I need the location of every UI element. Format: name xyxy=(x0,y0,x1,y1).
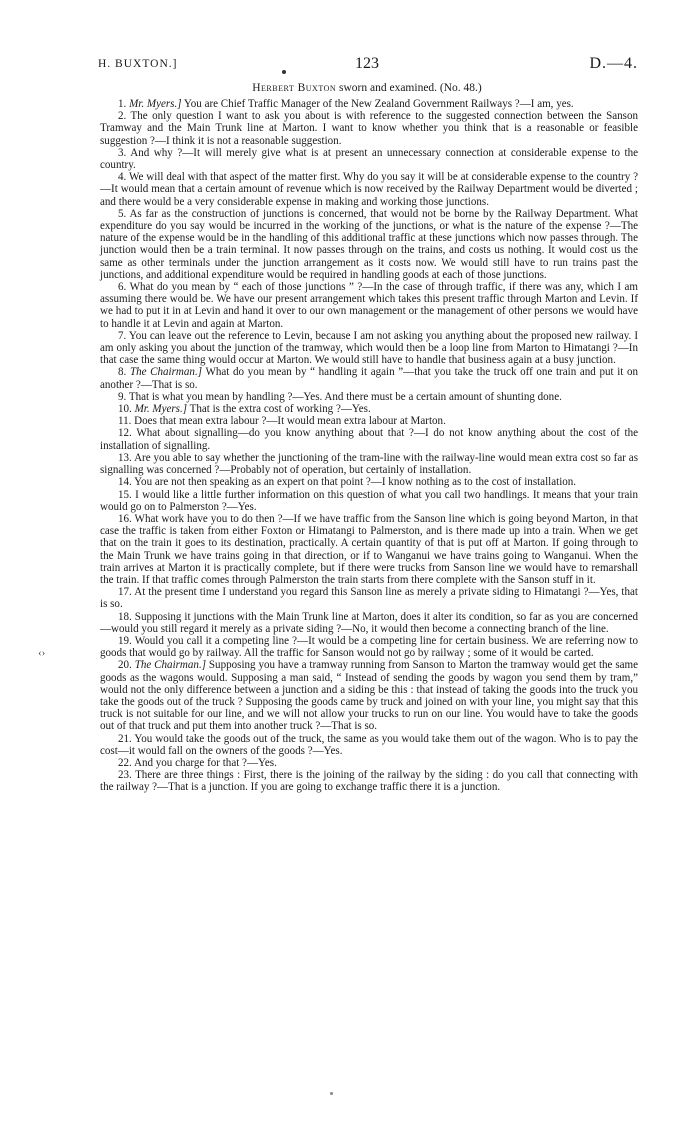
question-number: 23. xyxy=(118,769,132,782)
question-text: You can leave out the reference to Levin, because I am not asking you anything about the proposed new railway. I am only asking you about the junction of the tramway, which would then be a loop line from Marton to Himatangi ?—In that case the same thing would occur at Marton. We would still have to handle that business again at a busy junction. xyxy=(100,329,638,367)
question-paragraph xyxy=(100,281,638,330)
question-number: 11. xyxy=(118,415,132,428)
question-number: 2. xyxy=(118,110,127,123)
question-paragraph xyxy=(100,171,638,208)
question-text: You are not then speaking as an expert on that point ?—I know nothing as to the cost of installation. xyxy=(134,476,577,489)
question-paragraph xyxy=(100,208,638,281)
question-paragraph xyxy=(100,611,638,635)
speaker-name: The Chairman.] xyxy=(134,659,207,672)
question-number: 9. xyxy=(118,390,127,403)
question-text: What work have you to do then ?—If we have traffic from the Sanson line which is going beyond Marton, in that case the traffic is taken from either Foxton or Himatangi to Palmerston, and is there made up into a train. When we get that on the train it goes to its destination, practically. A certain quantity of that is put off at Marton. If going through to the Main Trunk we have trains going in that direction, or if to Wanganui we have trains going to Wanganui. When the train arrives at Marton it is practically complete, but if there were trucks from Sanson line we would have to remarshall the train. If that traffic comes through Palmerston the train starts from there complete with the Sanson stuff in it. xyxy=(100,512,639,586)
question-paragraph xyxy=(100,415,638,427)
examination-heading xyxy=(96,82,638,94)
question-text: There are three things : First, there is the joining of the railway by the siding : do you call that connecting with the railway ?—That is a junction. If you are going to exchange traffic there it is a junction. xyxy=(100,769,639,794)
question-paragraph xyxy=(100,110,638,147)
question-text: What do you mean by “ handling it again ”—that you take the truck off one train and put it on another ?—That is so. xyxy=(100,366,639,391)
question-text: Supposing it junctions with the Main Trunk line at Marton, does it alter its condition, so far as you are concerned—would you still regard it merely as a private siding ?—No, it would then become a connecting branch of the line. xyxy=(100,610,639,635)
question-text: You would take the goods out of the truck, the same as you would take them out of the wagon. Who is to pay the cost—it would fall on the owners of the goods ?—Yes. xyxy=(100,732,639,757)
speaker-name: Mr. Myers.] xyxy=(134,403,188,416)
question-text: You are Chief Traffic Manager of the New Zealand Government Railways ?—I am, yes. xyxy=(181,98,574,110)
question-number: 20. xyxy=(118,659,132,672)
question-number: 15. xyxy=(118,488,132,501)
question-paragraph xyxy=(100,513,638,586)
question-number: 6. xyxy=(118,281,127,294)
question-text: And you charge for that ?—Yes. xyxy=(133,756,277,769)
question-text: What about signalling—do you know anything about that ?—I do not know anything about the cost of the installation of signalling. xyxy=(100,427,638,452)
speaker-name: The Chairman.] xyxy=(129,366,203,379)
question-text: We will deal with that aspect of the matter first. Why do you say it will be at considerable expense to the country ?—It would mean that a certain amount of revenue which is now received by the Railway Department would be diverted ; and there would be a very considerable expense in making and working those junctions. xyxy=(100,171,638,208)
question-text: Supposing you have a tramway running from Sanson to Marton the tramway would get the same goods as the wagons would. Supposing a man said, “ Instead of sending the goods by wagon you send them by tram,” would not the only difference between a junction and a siding be this : that instead of taking the goods into the truck you take the goods out of the truck ? Supposing the goods came by truck and joined on with your line, you might say that this truck is not suitable for our line, and we will not allow your trucks to run on our line. You would have to take the goods out of that truck and put them into another truck ?—That is so. xyxy=(100,659,639,733)
question-number: 22. xyxy=(118,756,132,769)
question-paragraph xyxy=(100,476,638,488)
margin-mark: ‹› xyxy=(38,647,46,659)
question-number: 1. xyxy=(118,98,127,110)
question-text: I would like a little further information on this question of what you call two handlings. It means that your train would go on to Palmerston ?—Yes. xyxy=(100,488,639,513)
question-paragraph xyxy=(100,769,638,793)
question-number: 4. xyxy=(118,171,127,184)
question-number: 12. xyxy=(118,427,132,440)
question-paragraph xyxy=(100,452,638,476)
document-reference: D.—4. xyxy=(589,55,638,72)
question-paragraph xyxy=(100,757,638,769)
question-text: That is the extra cost of working ?—Yes. xyxy=(187,403,371,416)
question-paragraph xyxy=(100,330,638,367)
question-number: 17. xyxy=(118,586,132,599)
header-witness-name: H. BUXTON.] xyxy=(98,58,178,70)
question-number: 19. xyxy=(118,634,132,647)
speaker-name: Mr. Myers.] xyxy=(129,98,182,110)
question-number: 3. xyxy=(118,146,127,159)
question-text: What do you mean by “ each of those junctions ” ?—In the case of through traffic, if there was any, which I am assuming there would be. We have our present arrangement which takes this present traffic through Marton and Levin. If we had to put it in at Levin and hand it over to our own management or the management of other persons we would have to handle it at Levin and again at Marton. xyxy=(100,281,639,330)
question-paragraph xyxy=(100,403,638,415)
question-text: And why ?—It will merely give what is at present an unnecessary connection at considerable expense to the country. xyxy=(100,146,639,172)
question-paragraph xyxy=(100,427,638,451)
question-number: 8. xyxy=(118,366,127,379)
question-number: 13. xyxy=(118,451,132,464)
question-paragraph xyxy=(100,147,638,171)
question-paragraph xyxy=(100,586,638,610)
question-paragraph xyxy=(100,659,638,732)
question-number: 18. xyxy=(118,610,132,623)
question-text: Does that mean extra labour ?—It would mean extra labour at Marton. xyxy=(134,415,446,428)
question-paragraph xyxy=(100,489,638,513)
testimony-body xyxy=(100,98,638,794)
question-paragraph xyxy=(100,98,638,110)
witness-name: Herbert Buxton xyxy=(252,82,337,94)
question-number: 14. xyxy=(118,476,132,489)
header-dot xyxy=(282,70,286,74)
question-number: 10. xyxy=(118,403,132,416)
question-text: Are you able to say whether the junctioning of the tram-line with the railway-line would mean extra cost so far as signalling was concerned ?—Probably not of operation, but certainly of installation. xyxy=(100,451,638,477)
question-text: At the present time I understand you regard this Sanson line as merely a private siding to Himatangi ?—Yes, that is so. xyxy=(100,586,638,611)
question-text: As far as the construction of junctions is concerned, that would not be borne by the Railway Department. What expenditure do you say would be incurred in the working of the junctions, or what is the nature of the expense ?—The nature of the expense would be in the handling of this additional traffic at these junctions which now passes through. The junction would then be a train terminal. It now passes through on the trains, and costs us nothing. It would cost us the same as other terminals under the junction arrangement as it costs now. We would still have to run trains past the junctions, and additional expenditure would be required in handling goods at each of those junctions. xyxy=(100,207,639,281)
question-paragraph xyxy=(100,635,638,659)
question-text: That is what you mean by handling ?—Yes. And there must be a certain amount of shunting done. xyxy=(128,390,562,403)
question-number: 16. xyxy=(118,512,132,525)
question-number: 5. xyxy=(118,207,127,220)
heading-rest: sworn and examined. (No. 48.) xyxy=(336,82,482,94)
question-paragraph xyxy=(100,391,638,403)
question-paragraph xyxy=(100,366,638,390)
question-text: Would you call it a competing line ?—It would be a competing line for certain business. We are referring now to goods that would go by railway. All the traffic for Sanson would not go by railway ; some of it would be carted. xyxy=(100,634,638,660)
question-number: 21. xyxy=(118,732,132,745)
page-number: 123 xyxy=(355,55,379,72)
question-paragraph xyxy=(100,733,638,757)
page-header xyxy=(96,55,638,76)
footer-dot xyxy=(330,1092,333,1095)
question-number: 7. xyxy=(118,329,127,342)
question-text: The only question I want to ask you about is with reference to the suggested connection between the Sanson Tramway and the Main Trunk line at Marton. I want to know whether you think that is a reasonable or feasible suggestion ?—I think it is not a reasonable suggestion. xyxy=(100,110,638,147)
